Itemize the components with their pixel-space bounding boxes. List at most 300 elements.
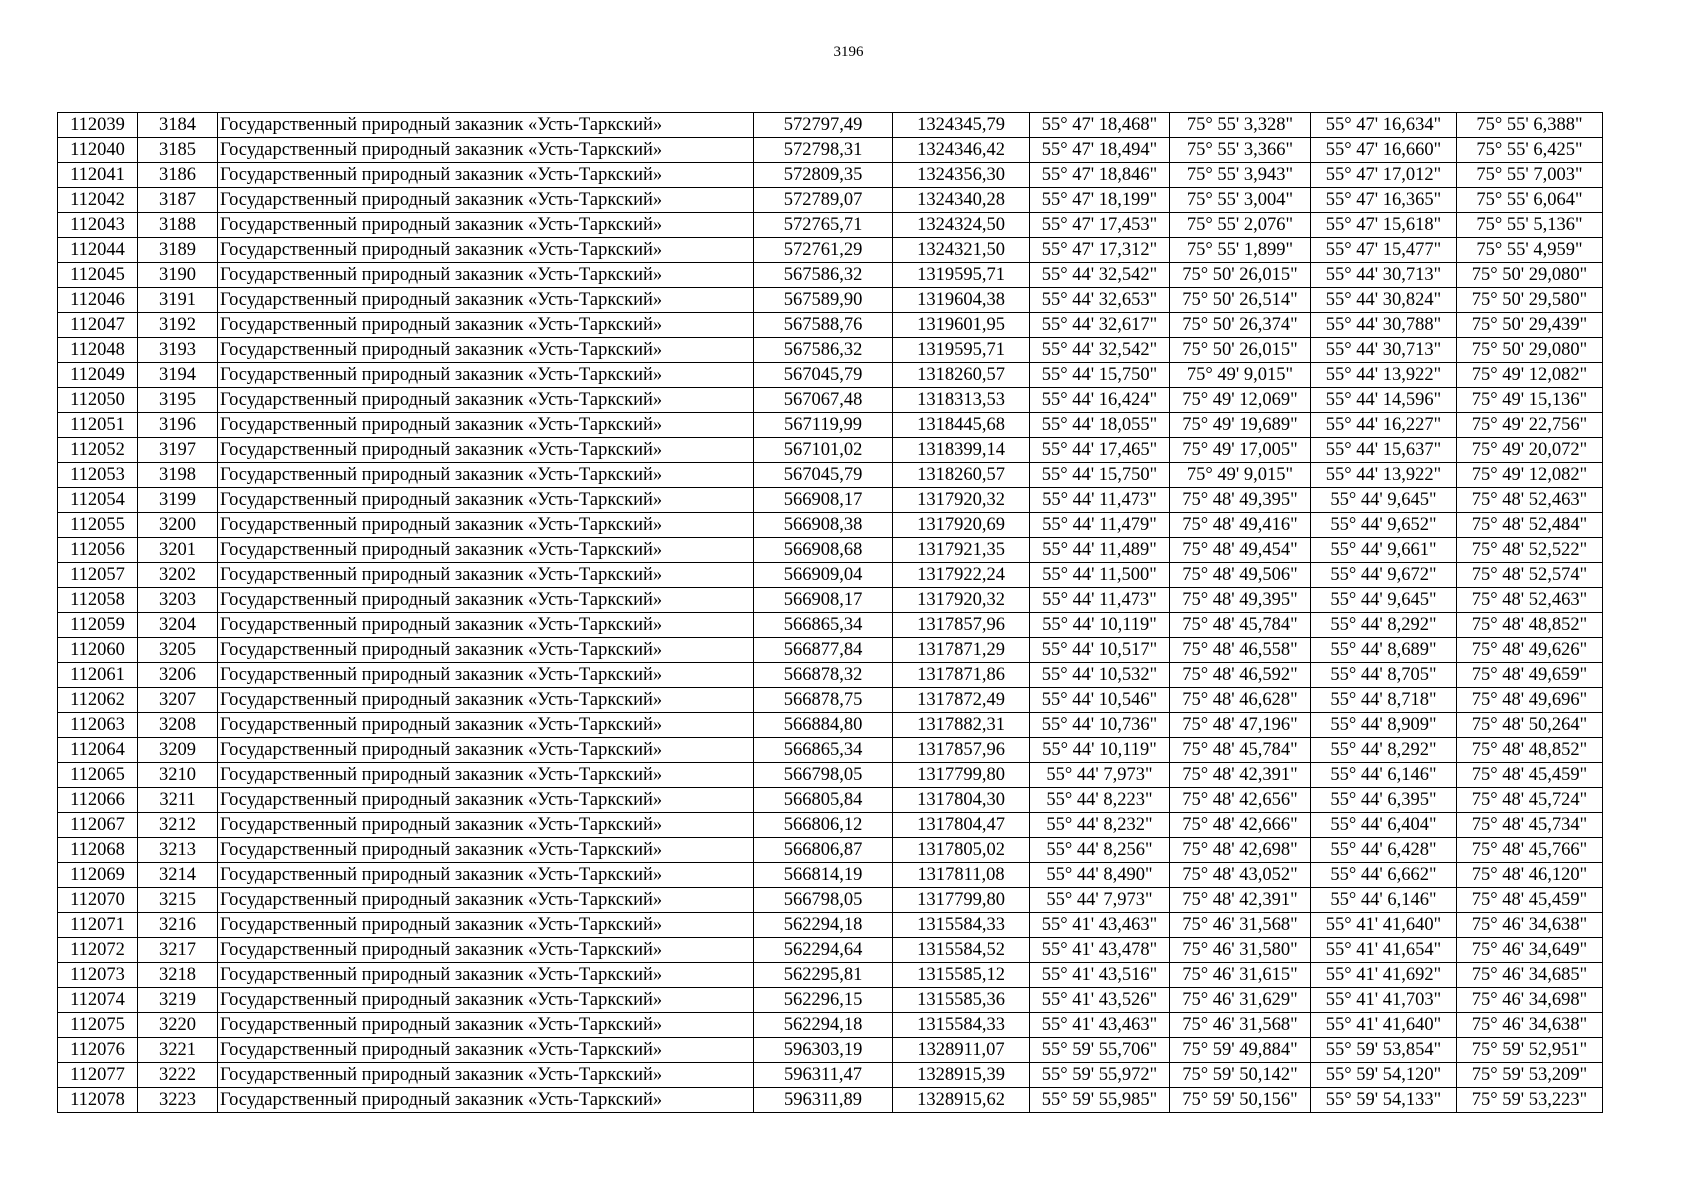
longitude-cell: 75° 46' 31,568" (1170, 1013, 1311, 1038)
record-id-cell: 112052 (58, 438, 138, 463)
latitude-cell: 55° 44' 7,973" (1030, 763, 1170, 788)
latitude-alt-cell: 55° 44' 6,146" (1311, 888, 1457, 913)
latitude-alt-cell: 55° 41' 41,692" (1311, 963, 1457, 988)
table-row (58, 488, 1603, 513)
latitude-alt-cell: 55° 41' 41,640" (1311, 913, 1457, 938)
latitude-cell: 55° 44' 11,500" (1030, 563, 1170, 588)
record-id-cell: 112057 (58, 563, 138, 588)
latitude-alt-cell: 55° 44' 6,428" (1311, 838, 1457, 863)
territory-name-cell: Государственный природный заказник «Усть-Таркский» (218, 1038, 754, 1063)
territory-name-cell: Государственный природный заказник «Усть-Таркский» (218, 788, 754, 813)
y-coordinate-cell: 1324324,50 (893, 213, 1030, 238)
longitude-alt-cell: 75° 48' 49,659" (1457, 663, 1603, 688)
longitude-alt-cell: 75° 46' 34,685" (1457, 963, 1603, 988)
latitude-cell: 55° 44' 11,489" (1030, 538, 1170, 563)
point-number-cell: 3211 (138, 788, 218, 813)
x-coordinate-cell: 566865,34 (754, 738, 893, 763)
territory-name-cell: Государственный природный заказник «Усть-Таркский» (218, 363, 754, 388)
record-id-cell: 112041 (58, 163, 138, 188)
record-id-cell: 112072 (58, 938, 138, 963)
x-coordinate-cell: 567119,99 (754, 413, 893, 438)
y-coordinate-cell: 1328915,62 (893, 1088, 1030, 1113)
latitude-cell: 55° 41' 43,526" (1030, 988, 1170, 1013)
x-coordinate-cell: 567586,32 (754, 263, 893, 288)
record-id-cell: 112043 (58, 213, 138, 238)
y-coordinate-cell: 1318260,57 (893, 463, 1030, 488)
table-row (58, 888, 1603, 913)
territory-name-cell: Государственный природный заказник «Усть-Таркский» (218, 913, 754, 938)
territory-name-cell: Государственный природный заказник «Усть-Таркский» (218, 438, 754, 463)
point-number-cell: 3196 (138, 413, 218, 438)
point-number-cell: 3199 (138, 488, 218, 513)
point-number-cell: 3207 (138, 688, 218, 713)
latitude-alt-cell: 55° 44' 16,227" (1311, 413, 1457, 438)
point-number-cell: 3191 (138, 288, 218, 313)
latitude-cell: 55° 44' 8,490" (1030, 863, 1170, 888)
table-row (58, 788, 1603, 813)
point-number-cell: 3217 (138, 938, 218, 963)
longitude-alt-cell: 75° 59' 53,223" (1457, 1088, 1603, 1113)
territory-name-cell: Государственный природный заказник «Усть-Таркский» (218, 238, 754, 263)
y-coordinate-cell: 1319601,95 (893, 313, 1030, 338)
latitude-alt-cell: 55° 41' 41,703" (1311, 988, 1457, 1013)
record-id-cell: 112053 (58, 463, 138, 488)
point-number-cell: 3186 (138, 163, 218, 188)
x-coordinate-cell: 567588,76 (754, 313, 893, 338)
longitude-cell: 75° 55' 1,899" (1170, 238, 1311, 263)
latitude-alt-cell: 55° 44' 6,395" (1311, 788, 1457, 813)
record-id-cell: 112050 (58, 388, 138, 413)
territory-name-cell: Государственный природный заказник «Усть-Таркский» (218, 888, 754, 913)
table-row (58, 113, 1603, 138)
record-id-cell: 112049 (58, 363, 138, 388)
latitude-alt-cell: 55° 44' 9,645" (1311, 488, 1457, 513)
longitude-cell: 75° 55' 3,943" (1170, 163, 1311, 188)
longitude-cell: 75° 55' 3,366" (1170, 138, 1311, 163)
record-id-cell: 112073 (58, 963, 138, 988)
y-coordinate-cell: 1328915,39 (893, 1063, 1030, 1088)
record-id-cell: 112064 (58, 738, 138, 763)
x-coordinate-cell: 566908,17 (754, 488, 893, 513)
point-number-cell: 3197 (138, 438, 218, 463)
x-coordinate-cell: 562294,64 (754, 938, 893, 963)
latitude-alt-cell: 55° 47' 15,618" (1311, 213, 1457, 238)
territory-name-cell: Государственный природный заказник «Усть-Таркский» (218, 113, 754, 138)
longitude-cell: 75° 46' 31,629" (1170, 988, 1311, 1013)
y-coordinate-cell: 1317857,96 (893, 738, 1030, 763)
latitude-cell: 55° 47' 18,199" (1030, 188, 1170, 213)
longitude-alt-cell: 75° 48' 45,766" (1457, 838, 1603, 863)
latitude-cell: 55° 44' 11,473" (1030, 488, 1170, 513)
record-id-cell: 112075 (58, 1013, 138, 1038)
point-number-cell: 3216 (138, 913, 218, 938)
longitude-cell: 75° 49' 12,069" (1170, 388, 1311, 413)
latitude-alt-cell: 55° 44' 8,909" (1311, 713, 1457, 738)
point-number-cell: 3205 (138, 638, 218, 663)
longitude-alt-cell: 75° 49' 15,136" (1457, 388, 1603, 413)
y-coordinate-cell: 1317921,35 (893, 538, 1030, 563)
y-coordinate-cell: 1317871,29 (893, 638, 1030, 663)
record-id-cell: 112062 (58, 688, 138, 713)
table-row (58, 163, 1603, 188)
territory-name-cell: Государственный природный заказник «Усть-Таркский» (218, 1013, 754, 1038)
territory-name-cell: Государственный природный заказник «Усть-Таркский» (218, 688, 754, 713)
y-coordinate-cell: 1315585,12 (893, 963, 1030, 988)
longitude-cell: 75° 48' 42,391" (1170, 763, 1311, 788)
longitude-alt-cell: 75° 48' 48,852" (1457, 613, 1603, 638)
territory-name-cell: Государственный природный заказник «Усть-Таркский» (218, 988, 754, 1013)
point-number-cell: 3208 (138, 713, 218, 738)
point-number-cell: 3222 (138, 1063, 218, 1088)
y-coordinate-cell: 1324356,30 (893, 163, 1030, 188)
latitude-cell: 55° 44' 10,546" (1030, 688, 1170, 713)
longitude-alt-cell: 75° 50' 29,580" (1457, 288, 1603, 313)
longitude-alt-cell: 75° 55' 6,064" (1457, 188, 1603, 213)
table-row (58, 663, 1603, 688)
table-row (58, 713, 1603, 738)
table-row (58, 813, 1603, 838)
table-row (58, 938, 1603, 963)
longitude-cell: 75° 59' 50,156" (1170, 1088, 1311, 1113)
x-coordinate-cell: 566908,38 (754, 513, 893, 538)
longitude-cell: 75° 55' 2,076" (1170, 213, 1311, 238)
latitude-alt-cell: 55° 44' 15,637" (1311, 438, 1457, 463)
longitude-cell: 75° 46' 31,615" (1170, 963, 1311, 988)
longitude-cell: 75° 48' 47,196" (1170, 713, 1311, 738)
longitude-alt-cell: 75° 49' 20,072" (1457, 438, 1603, 463)
y-coordinate-cell: 1328911,07 (893, 1038, 1030, 1063)
latitude-alt-cell: 55° 44' 8,705" (1311, 663, 1457, 688)
record-id-cell: 112040 (58, 138, 138, 163)
table-row (58, 1063, 1603, 1088)
longitude-cell: 75° 49' 9,015" (1170, 463, 1311, 488)
page-number: 3196 (833, 44, 864, 60)
y-coordinate-cell: 1324346,42 (893, 138, 1030, 163)
territory-name-cell: Государственный природный заказник «Усть-Таркский» (218, 338, 754, 363)
y-coordinate-cell: 1324321,50 (893, 238, 1030, 263)
x-coordinate-cell: 566806,12 (754, 813, 893, 838)
point-number-cell: 3184 (138, 113, 218, 138)
longitude-alt-cell: 75° 48' 50,264" (1457, 713, 1603, 738)
y-coordinate-cell: 1318260,57 (893, 363, 1030, 388)
y-coordinate-cell: 1324340,28 (893, 188, 1030, 213)
x-coordinate-cell: 566878,75 (754, 688, 893, 713)
territory-name-cell: Государственный природный заказник «Усть-Таркский» (218, 288, 754, 313)
territory-name-cell: Государственный природный заказник «Усть-Таркский» (218, 313, 754, 338)
longitude-alt-cell: 75° 48' 45,734" (1457, 813, 1603, 838)
table-row (58, 763, 1603, 788)
latitude-alt-cell: 55° 47' 16,365" (1311, 188, 1457, 213)
record-id-cell: 112069 (58, 863, 138, 888)
latitude-cell: 55° 47' 18,494" (1030, 138, 1170, 163)
y-coordinate-cell: 1324345,79 (893, 113, 1030, 138)
x-coordinate-cell: 562294,18 (754, 1013, 893, 1038)
point-number-cell: 3218 (138, 963, 218, 988)
coordinates-table (57, 112, 1603, 1113)
latitude-cell: 55° 41' 43,478" (1030, 938, 1170, 963)
longitude-cell: 75° 50' 26,514" (1170, 288, 1311, 313)
latitude-cell: 55° 44' 18,055" (1030, 413, 1170, 438)
point-number-cell: 3219 (138, 988, 218, 1013)
point-number-cell: 3206 (138, 663, 218, 688)
longitude-cell: 75° 59' 49,884" (1170, 1038, 1311, 1063)
longitude-cell: 75° 48' 49,454" (1170, 538, 1311, 563)
longitude-alt-cell: 75° 46' 34,698" (1457, 988, 1603, 1013)
y-coordinate-cell: 1317882,31 (893, 713, 1030, 738)
table-row (58, 913, 1603, 938)
territory-name-cell: Государственный природный заказник «Усть-Таркский» (218, 838, 754, 863)
record-id-cell: 112059 (58, 613, 138, 638)
latitude-cell: 55° 41' 43,516" (1030, 963, 1170, 988)
latitude-cell: 55° 41' 43,463" (1030, 913, 1170, 938)
x-coordinate-cell: 566908,17 (754, 588, 893, 613)
record-id-cell: 112078 (58, 1088, 138, 1113)
longitude-alt-cell: 75° 49' 22,756" (1457, 413, 1603, 438)
longitude-alt-cell: 75° 48' 52,574" (1457, 563, 1603, 588)
territory-name-cell: Государственный природный заказник «Усть-Таркский» (218, 813, 754, 838)
latitude-alt-cell: 55° 47' 15,477" (1311, 238, 1457, 263)
longitude-cell: 75° 49' 9,015" (1170, 363, 1311, 388)
latitude-cell: 55° 44' 32,653" (1030, 288, 1170, 313)
longitude-cell: 75° 48' 45,784" (1170, 738, 1311, 763)
longitude-alt-cell: 75° 50' 29,080" (1457, 263, 1603, 288)
latitude-cell: 55° 44' 16,424" (1030, 388, 1170, 413)
point-number-cell: 3200 (138, 513, 218, 538)
table-row (58, 638, 1603, 663)
latitude-cell: 55° 47' 18,468" (1030, 113, 1170, 138)
longitude-cell: 75° 48' 45,784" (1170, 613, 1311, 638)
latitude-alt-cell: 55° 44' 14,596" (1311, 388, 1457, 413)
latitude-alt-cell: 55° 44' 8,689" (1311, 638, 1457, 663)
y-coordinate-cell: 1315585,36 (893, 988, 1030, 1013)
table-row (58, 363, 1603, 388)
table-row (58, 963, 1603, 988)
territory-name-cell: Государственный природный заказник «Усть-Таркский» (218, 663, 754, 688)
territory-name-cell: Государственный природный заказник «Усть-Таркский» (218, 963, 754, 988)
latitude-cell: 55° 44' 7,973" (1030, 888, 1170, 913)
longitude-alt-cell: 75° 48' 52,484" (1457, 513, 1603, 538)
territory-name-cell: Государственный природный заказник «Усть-Таркский» (218, 263, 754, 288)
longitude-alt-cell: 75° 55' 6,425" (1457, 138, 1603, 163)
territory-name-cell: Государственный природный заказник «Усть-Таркский» (218, 638, 754, 663)
territory-name-cell: Государственный природный заказник «Усть-Таркский» (218, 163, 754, 188)
latitude-cell: 55° 59' 55,972" (1030, 1063, 1170, 1088)
point-number-cell: 3223 (138, 1088, 218, 1113)
y-coordinate-cell: 1319595,71 (893, 263, 1030, 288)
longitude-cell: 75° 48' 42,666" (1170, 813, 1311, 838)
longitude-alt-cell: 75° 46' 34,638" (1457, 1013, 1603, 1038)
y-coordinate-cell: 1317804,30 (893, 788, 1030, 813)
table-row (58, 613, 1603, 638)
table-row (58, 388, 1603, 413)
territory-name-cell: Государственный природный заказник «Усть-Таркский» (218, 763, 754, 788)
longitude-alt-cell: 75° 48' 45,459" (1457, 763, 1603, 788)
point-number-cell: 3201 (138, 538, 218, 563)
y-coordinate-cell: 1317811,08 (893, 863, 1030, 888)
x-coordinate-cell: 572789,07 (754, 188, 893, 213)
x-coordinate-cell: 566806,87 (754, 838, 893, 863)
latitude-cell: 55° 44' 32,542" (1030, 338, 1170, 363)
longitude-cell: 75° 48' 49,416" (1170, 513, 1311, 538)
record-id-cell: 112065 (58, 763, 138, 788)
point-number-cell: 3214 (138, 863, 218, 888)
table-row (58, 138, 1603, 163)
latitude-alt-cell: 55° 44' 13,922" (1311, 463, 1457, 488)
point-number-cell: 3194 (138, 363, 218, 388)
longitude-alt-cell: 75° 55' 7,003" (1457, 163, 1603, 188)
latitude-alt-cell: 55° 47' 16,634" (1311, 113, 1457, 138)
record-id-cell: 112047 (58, 313, 138, 338)
record-id-cell: 112076 (58, 1038, 138, 1063)
table-row (58, 338, 1603, 363)
territory-name-cell: Государственный природный заказник «Усть-Таркский» (218, 588, 754, 613)
point-number-cell: 3185 (138, 138, 218, 163)
territory-name-cell: Государственный природный заказник «Усть-Таркский» (218, 138, 754, 163)
latitude-cell: 55° 44' 10,532" (1030, 663, 1170, 688)
record-id-cell: 112045 (58, 263, 138, 288)
latitude-cell: 55° 44' 8,256" (1030, 838, 1170, 863)
longitude-alt-cell: 75° 48' 49,696" (1457, 688, 1603, 713)
latitude-cell: 55° 44' 11,479" (1030, 513, 1170, 538)
point-number-cell: 3187 (138, 188, 218, 213)
table-row (58, 1088, 1603, 1113)
latitude-cell: 55° 59' 55,985" (1030, 1088, 1170, 1113)
latitude-cell: 55° 44' 17,465" (1030, 438, 1170, 463)
longitude-alt-cell: 75° 48' 49,626" (1457, 638, 1603, 663)
latitude-alt-cell: 55° 44' 13,922" (1311, 363, 1457, 388)
longitude-cell: 75° 48' 43,052" (1170, 863, 1311, 888)
x-coordinate-cell: 566909,04 (754, 563, 893, 588)
longitude-cell: 75° 55' 3,004" (1170, 188, 1311, 213)
x-coordinate-cell: 562296,15 (754, 988, 893, 1013)
territory-name-cell: Государственный природный заказник «Усть-Таркский» (218, 613, 754, 638)
latitude-alt-cell: 55° 44' 9,652" (1311, 513, 1457, 538)
latitude-alt-cell: 55° 44' 30,824" (1311, 288, 1457, 313)
x-coordinate-cell: 596303,19 (754, 1038, 893, 1063)
latitude-alt-cell: 55° 47' 16,660" (1311, 138, 1457, 163)
latitude-alt-cell: 55° 41' 41,654" (1311, 938, 1457, 963)
longitude-alt-cell: 75° 59' 52,951" (1457, 1038, 1603, 1063)
point-number-cell: 3213 (138, 838, 218, 863)
latitude-alt-cell: 55° 44' 9,672" (1311, 563, 1457, 588)
longitude-cell: 75° 46' 31,580" (1170, 938, 1311, 963)
territory-name-cell: Государственный природный заказник «Усть-Таркский» (218, 488, 754, 513)
latitude-alt-cell: 55° 44' 30,713" (1311, 263, 1457, 288)
table-row (58, 863, 1603, 888)
point-number-cell: 3209 (138, 738, 218, 763)
y-coordinate-cell: 1317920,69 (893, 513, 1030, 538)
longitude-alt-cell: 75° 50' 29,439" (1457, 313, 1603, 338)
table-row (58, 688, 1603, 713)
latitude-cell: 55° 44' 10,517" (1030, 638, 1170, 663)
record-id-cell: 112060 (58, 638, 138, 663)
latitude-cell: 55° 44' 15,750" (1030, 463, 1170, 488)
longitude-alt-cell: 75° 48' 45,724" (1457, 788, 1603, 813)
table-row (58, 263, 1603, 288)
latitude-cell: 55° 44' 32,542" (1030, 263, 1170, 288)
longitude-cell: 75° 48' 42,391" (1170, 888, 1311, 913)
point-number-cell: 3203 (138, 588, 218, 613)
record-id-cell: 112039 (58, 113, 138, 138)
longitude-alt-cell: 75° 49' 12,082" (1457, 363, 1603, 388)
latitude-cell: 55° 44' 8,232" (1030, 813, 1170, 838)
longitude-alt-cell: 75° 59' 53,209" (1457, 1063, 1603, 1088)
longitude-cell: 75° 48' 46,558" (1170, 638, 1311, 663)
table-row (58, 463, 1603, 488)
y-coordinate-cell: 1318399,14 (893, 438, 1030, 463)
x-coordinate-cell: 572765,71 (754, 213, 893, 238)
record-id-cell: 112077 (58, 1063, 138, 1088)
table-row (58, 1013, 1603, 1038)
longitude-alt-cell: 75° 46' 34,638" (1457, 913, 1603, 938)
latitude-alt-cell: 55° 44' 6,404" (1311, 813, 1457, 838)
y-coordinate-cell: 1317920,32 (893, 588, 1030, 613)
longitude-cell: 75° 49' 19,689" (1170, 413, 1311, 438)
record-id-cell: 112070 (58, 888, 138, 913)
territory-name-cell: Государственный природный заказник «Усть-Таркский» (218, 463, 754, 488)
table-row (58, 238, 1603, 263)
latitude-alt-cell: 55° 44' 30,713" (1311, 338, 1457, 363)
point-number-cell: 3189 (138, 238, 218, 263)
longitude-alt-cell: 75° 55' 5,136" (1457, 213, 1603, 238)
latitude-cell: 55° 44' 15,750" (1030, 363, 1170, 388)
table-row (58, 538, 1603, 563)
point-number-cell: 3188 (138, 213, 218, 238)
table-row (58, 988, 1603, 1013)
x-coordinate-cell: 566884,80 (754, 713, 893, 738)
latitude-alt-cell: 55° 44' 8,292" (1311, 738, 1457, 763)
territory-name-cell: Государственный природный заказник «Усть-Таркский» (218, 863, 754, 888)
latitude-alt-cell: 55° 41' 41,640" (1311, 1013, 1457, 1038)
table-row (58, 738, 1603, 763)
x-coordinate-cell: 567045,79 (754, 363, 893, 388)
longitude-alt-cell: 75° 55' 6,388" (1457, 113, 1603, 138)
territory-name-cell: Государственный природный заказник «Усть-Таркский» (218, 213, 754, 238)
latitude-alt-cell: 55° 59' 53,854" (1311, 1038, 1457, 1063)
territory-name-cell: Государственный природный заказник «Усть-Таркский» (218, 738, 754, 763)
record-id-cell: 112066 (58, 788, 138, 813)
x-coordinate-cell: 567045,79 (754, 463, 893, 488)
territory-name-cell: Государственный природный заказник «Усть-Таркский» (218, 413, 754, 438)
y-coordinate-cell: 1317799,80 (893, 763, 1030, 788)
point-number-cell: 3195 (138, 388, 218, 413)
latitude-cell: 55° 47' 17,312" (1030, 238, 1170, 263)
latitude-cell: 55° 59' 55,706" (1030, 1038, 1170, 1063)
longitude-cell: 75° 49' 17,005" (1170, 438, 1311, 463)
territory-name-cell: Государственный природный заказник «Усть-Таркский» (218, 938, 754, 963)
y-coordinate-cell: 1315584,33 (893, 913, 1030, 938)
x-coordinate-cell: 596311,89 (754, 1088, 893, 1113)
y-coordinate-cell: 1315584,52 (893, 938, 1030, 963)
table-row (58, 188, 1603, 213)
record-id-cell: 112051 (58, 413, 138, 438)
table-row (58, 213, 1603, 238)
point-number-cell: 3202 (138, 563, 218, 588)
table-row (58, 588, 1603, 613)
y-coordinate-cell: 1317857,96 (893, 613, 1030, 638)
longitude-cell: 75° 50' 26,015" (1170, 263, 1311, 288)
territory-name-cell: Государственный природный заказник «Усть-Таркский» (218, 188, 754, 213)
record-id-cell: 112046 (58, 288, 138, 313)
latitude-alt-cell: 55° 44' 8,718" (1311, 688, 1457, 713)
table-row (58, 1038, 1603, 1063)
longitude-cell: 75° 48' 46,592" (1170, 663, 1311, 688)
y-coordinate-cell: 1317922,24 (893, 563, 1030, 588)
latitude-alt-cell: 55° 44' 6,662" (1311, 863, 1457, 888)
table-row (58, 288, 1603, 313)
longitude-cell: 75° 59' 50,142" (1170, 1063, 1311, 1088)
record-id-cell: 112048 (58, 338, 138, 363)
